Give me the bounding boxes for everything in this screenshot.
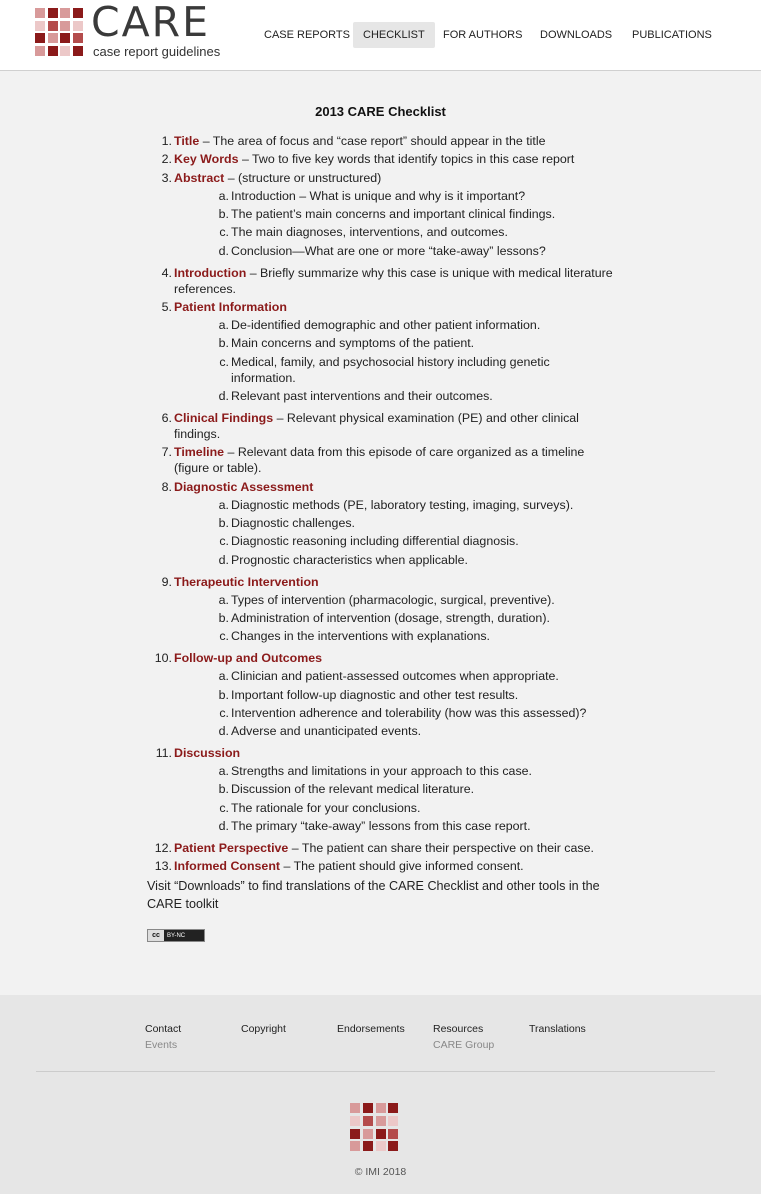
item-number: 12. (154, 841, 172, 855)
item-number: 4. (161, 265, 172, 280)
license-label: BY-NC (167, 932, 186, 939)
item-description: – Relevant physical examination (PE) and other clinical findings. (174, 410, 579, 441)
item-title: Timeline (174, 445, 225, 460)
sub-item-text: Introduction – What is unique and why is it important? (231, 188, 526, 203)
logo-square (350, 1141, 360, 1151)
checklist-item (147, 745, 617, 834)
sub-item-letter: b. (218, 610, 229, 625)
logo-square (60, 33, 70, 43)
sub-item-letter: c. (219, 800, 229, 815)
sub-item-text: Relevant past interventions and their outcomes. (231, 388, 493, 403)
sub-item (174, 335, 617, 351)
site-footer (0, 995, 761, 1194)
item-number: 13. (154, 859, 172, 874)
item-title: Patient Information (174, 300, 287, 315)
item-number: 11. (155, 746, 172, 761)
sub-item-list (174, 188, 617, 259)
footer-link-endorsements[interactable]: Endorsements (337, 1023, 405, 1035)
sub-item-letter: c. (219, 225, 229, 240)
sub-item-text: Main concerns and symptoms of the patient. (231, 336, 475, 351)
sub-item (174, 533, 617, 549)
checklist-item (147, 444, 617, 476)
sub-item-text: Types of intervention (pharmacologic, surgical, preventive). (231, 592, 555, 607)
item-title: Therapeutic Intervention (174, 574, 319, 589)
logo-square (388, 1141, 398, 1151)
logo-square (60, 8, 70, 18)
sub-item (174, 781, 617, 797)
sub-item-letter: d. (218, 819, 229, 833)
item-title: Clinical Findings (174, 410, 274, 425)
sub-item (174, 206, 617, 222)
checklist-item (147, 840, 617, 856)
item-description: – The patient should give informed consent. (280, 859, 524, 874)
sub-item-list (174, 497, 617, 568)
cc-license-badge[interactable] (147, 929, 205, 942)
nav-for-authors[interactable]: FOR AUTHORS (443, 29, 523, 41)
logo-square (73, 21, 83, 31)
care-logo[interactable] (35, 0, 235, 62)
sub-item-text: Medical, family, and psychosocial history including genetic information. (231, 354, 550, 385)
sub-item-text: The main diagnoses, interventions, and outcomes. (231, 225, 508, 240)
sub-item-text: Changes in the interventions with explanations. (231, 629, 490, 644)
sub-item-letter: a. (218, 669, 229, 684)
item-description: – Relevant data from this episode of care organized as a timeline (figure or table). (174, 445, 585, 476)
footer-divider (36, 1071, 715, 1072)
sub-item-text: Diagnostic methods (PE, laboratory testing, imaging, surveys). (231, 497, 574, 512)
sub-item-text: Administration of intervention (dosage, strength, duration). (231, 610, 550, 625)
checklist-item (147, 151, 617, 167)
logo-square (388, 1103, 398, 1113)
sub-item (174, 354, 617, 386)
sub-item-list (174, 317, 617, 404)
checklist-item (147, 299, 617, 404)
sub-item-letter: a. (218, 188, 229, 203)
sub-item-text: Diagnostic challenges. (231, 516, 355, 531)
logo-square (376, 1116, 386, 1126)
item-number: 10. (154, 651, 172, 666)
sub-item-list (174, 763, 617, 834)
item-description: – Briefly summarize why this case is unique with medical literature references. (174, 265, 613, 296)
logo-square (363, 1116, 373, 1126)
checklist-item (147, 650, 617, 739)
sub-item-letter: b. (218, 207, 229, 222)
sub-item-letter: d. (218, 724, 229, 739)
item-title: Patient Perspective (174, 841, 289, 855)
checklist-item (147, 265, 617, 297)
checklist-item (147, 858, 617, 874)
nav-publications[interactable]: PUBLICATIONS (632, 29, 712, 41)
sub-item-letter: c. (219, 705, 229, 720)
logo-tagline: case report guidelines (93, 44, 221, 59)
logo-square (48, 8, 58, 18)
sub-item-text: Conclusion—What are one or more “take-away” lessons? (231, 243, 546, 258)
item-number: 2. (161, 152, 172, 167)
item-title: Diagnostic Assessment (174, 479, 314, 494)
logo-square (73, 8, 83, 18)
logo-square (363, 1103, 373, 1113)
footer-link-events[interactable]: Events (145, 1039, 178, 1051)
sub-item (174, 723, 617, 739)
nav-case-reports[interactable]: CASE REPORTS (264, 29, 350, 41)
sub-item-letter: a. (218, 592, 229, 607)
sub-item-list (174, 668, 617, 739)
item-number: 1. (161, 134, 172, 148)
sub-item-letter: c. (219, 354, 229, 369)
sub-item (174, 317, 617, 333)
logo-grid-icon (35, 8, 85, 58)
care-checklist (147, 133, 617, 877)
sub-item-text: Discussion of the relevant medical literature. (231, 782, 475, 797)
logo-square (35, 21, 45, 31)
sub-item (174, 818, 617, 834)
logo-square (35, 33, 45, 43)
logo-square (73, 46, 83, 56)
logo-square (35, 46, 45, 56)
footer-link-resources[interactable]: Resources (433, 1023, 484, 1035)
logo-square (60, 46, 70, 56)
sub-item-text: Clinician and patient-assessed outcomes when appropriate. (231, 669, 559, 684)
sub-item-text: Adverse and unanticipated events. (231, 724, 422, 739)
item-title: Follow-up and Outcomes (174, 651, 322, 666)
footer-logo-icon (350, 1103, 401, 1154)
item-description: – The patient can share their perspective on their case. (288, 841, 594, 855)
item-title: Abstract (174, 170, 225, 185)
sub-item-text: Diagnostic reasoning including differential diagnosis. (231, 534, 519, 549)
sub-item (174, 592, 617, 608)
item-title: Key Words (174, 152, 239, 167)
item-number: 5. (161, 300, 172, 315)
checklist-item (147, 170, 617, 259)
checklist-item (147, 574, 617, 645)
sub-item-letter: d. (218, 388, 229, 403)
sub-item (174, 705, 617, 721)
sub-item (174, 668, 617, 684)
nav-downloads[interactable]: DOWNLOADS (540, 29, 613, 41)
creative-commons-icon: cc (148, 930, 164, 941)
logo-square (388, 1116, 398, 1126)
checklist-item (147, 479, 617, 568)
sub-item (174, 552, 617, 568)
logo-square (376, 1129, 386, 1139)
sub-item-letter: c. (219, 534, 229, 549)
site-header (0, 0, 761, 71)
logo-square (350, 1103, 360, 1113)
logo-square (350, 1116, 360, 1126)
sub-item (174, 687, 617, 703)
item-title: Title (174, 134, 200, 148)
sub-item-list (174, 592, 617, 645)
sub-item-letter: b. (218, 782, 229, 797)
item-number: 6. (161, 410, 172, 425)
logo-square (48, 46, 58, 56)
sub-item (174, 388, 617, 404)
sub-item-text: Prognostic characteristics when applicable. (231, 552, 468, 567)
item-number: 9. (161, 574, 172, 589)
item-number: 8. (161, 479, 172, 494)
checklist-item (147, 133, 617, 149)
logo-square (35, 8, 45, 18)
item-number: 7. (161, 445, 172, 460)
sub-item-text: Strengths and limitations in your approach to this case. (231, 764, 532, 779)
logo-square (350, 1129, 360, 1139)
sub-item-text: The rationale for your conclusions. (231, 800, 421, 815)
item-description: – (structure or unstructured) (224, 170, 382, 185)
sub-item-text: The patient’s main concerns and important clinical findings. (231, 207, 556, 222)
downloads-note: Visit “Downloads” to find translations of the CARE Checklist and other tools in the CARE toolkit (147, 879, 600, 911)
sub-item-letter: a. (218, 497, 229, 512)
sub-item-text: Intervention adherence and tolerability (how was this assessed)? (231, 705, 587, 720)
sub-item (174, 628, 617, 644)
sub-item-text: Important follow-up diagnostic and other test results. (231, 687, 519, 702)
footer-link-contact[interactable]: Contact (145, 1023, 182, 1035)
sub-item (174, 243, 617, 259)
item-title: Introduction (174, 265, 247, 280)
sub-item (174, 763, 617, 779)
sub-item (174, 224, 617, 240)
sub-item-text: The primary “take-away” lessons from this case report. (231, 819, 531, 833)
main-content (0, 71, 761, 995)
logo-square (60, 21, 70, 31)
logo-square (376, 1103, 386, 1113)
sub-item-letter: a. (218, 764, 229, 779)
item-title: Discussion (174, 746, 241, 761)
sub-item-text: De-identified demographic and other patient information. (231, 318, 541, 333)
sub-item-letter: b. (218, 336, 229, 351)
item-number: 3. (161, 170, 172, 185)
checklist-item (147, 410, 617, 442)
nav-checklist[interactable]: CHECKLIST (353, 22, 435, 48)
copyright-text: © IMI 2018 (354, 1166, 407, 1178)
sub-item-letter: b. (218, 687, 229, 702)
sub-item-letter: d. (218, 243, 229, 258)
item-description: – Two to five key words that identify topics in this case report (238, 152, 575, 167)
sub-item-letter: d. (218, 552, 229, 567)
logo-square (48, 33, 58, 43)
footer-link-copyright[interactable]: Copyright (241, 1023, 286, 1035)
logo-square (73, 33, 83, 43)
logo-square (376, 1141, 386, 1151)
sub-item (174, 515, 617, 531)
sub-item-letter: b. (218, 516, 229, 531)
logo-square (388, 1129, 398, 1139)
sub-item-letter: a. (218, 318, 229, 333)
footer-link-translations[interactable]: Translations (529, 1023, 586, 1035)
footer-link-care-group[interactable]: CARE Group (433, 1039, 495, 1051)
logo-square (48, 21, 58, 31)
item-description: – The area of focus and “case report” should appear in the title (199, 134, 546, 148)
logo-square (363, 1129, 373, 1139)
sub-item-letter: c. (219, 629, 229, 644)
sub-item (174, 188, 617, 204)
logo-wordmark: CARE (91, 0, 211, 46)
page-title: 2013 CARE Checklist (315, 104, 446, 119)
logo-square (363, 1141, 373, 1151)
sub-item (174, 610, 617, 626)
sub-item (174, 800, 617, 816)
sub-item (174, 497, 617, 513)
item-title: Informed Consent (174, 859, 281, 874)
